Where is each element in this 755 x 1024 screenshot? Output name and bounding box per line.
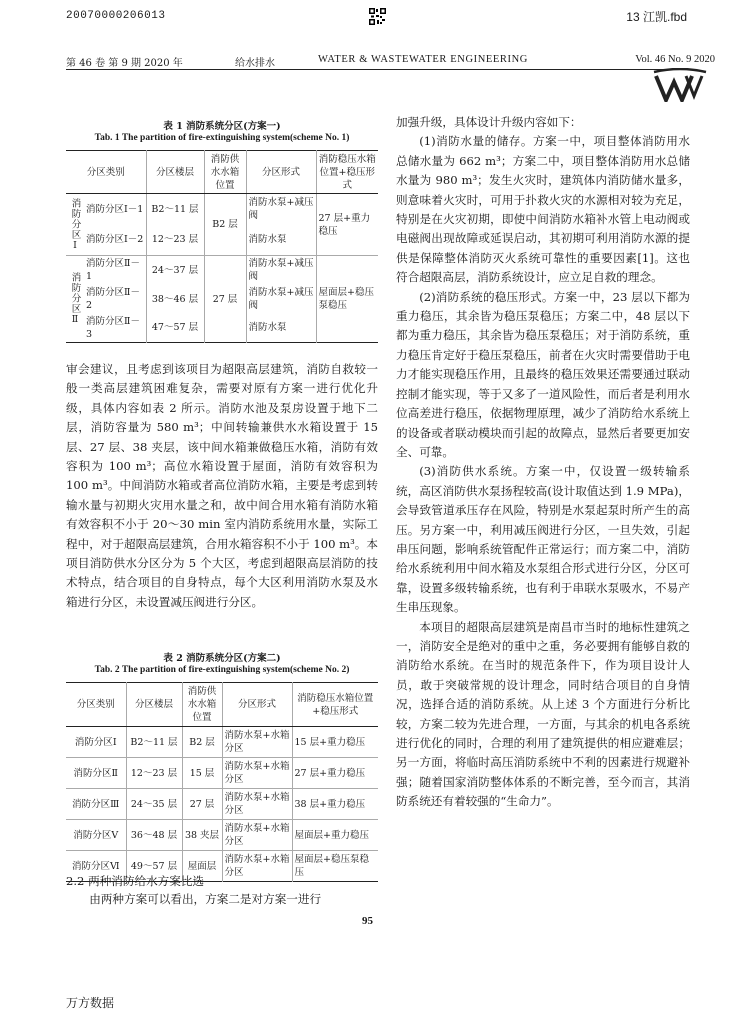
table1	[66, 150, 378, 343]
body-paragraph: 加强升级，具体设计升级内容如下：	[396, 115, 582, 129]
table2-cell: B2 层	[182, 727, 222, 758]
table1-header-stab: 消防稳压水箱位置+稳压形式	[316, 151, 378, 194]
table2-cell: 27 层	[182, 789, 222, 820]
table1-caption-en: Tab. 1 The partition of fire-extinguishing system(scheme No. 1)	[94, 133, 350, 143]
table2-cell: 消防水泵+水箱分区	[222, 758, 292, 789]
table1-cell: 屋面层+稳压泵稳压	[316, 256, 378, 343]
table1-cell: 消防分区Ⅱ－1	[84, 256, 146, 285]
table-row	[66, 758, 378, 789]
table2-cell: 消防水泵+水箱分区	[222, 789, 292, 820]
table2-cell: 消防水泵+水箱分区	[222, 851, 292, 882]
table2-caption-en: Tab. 2 The partition of fire-extinguishing system(scheme No. 2)	[94, 665, 350, 675]
table2-cell: 屋面层+重力稳压	[292, 820, 378, 851]
table2-cell: 15 层	[182, 758, 222, 789]
table-row	[66, 820, 378, 851]
table1-cell: 消防分区Ⅰ－1	[86, 203, 144, 215]
body-paragraph: (2)消防系统的稳压形式。方案一中，23 层以下都为重力稳压，其余皆为稳压泵稳压；方案二中，48 层以下都为重力稳压，其余皆为稳压泵稳压；对于消防系统，重力稳压肯定好于稳压泵稳压，前者在火灾时需要借助于电力才能实现稳压作用，且最终的稳压效果还需要通过联动控制才能实现，等于又多了一道风险性，而后者是利用水位高差进行稳压，依据物理原理，减少了消防给水系统上的设备或者联动模块而引起的故障点，显然后者要更加安全、可靠。	[396, 289, 690, 459]
table2-cell: 36～48 层	[126, 820, 182, 851]
table2-header-form: 分区形式	[222, 683, 292, 727]
table2-cell: 消防分区Ⅵ	[71, 860, 120, 872]
table2-cell: 消防分区Ⅱ	[66, 758, 126, 789]
table2-cell: 消防水泵+水箱分区	[222, 820, 292, 851]
table2-cell: 消防水泵+水箱分区	[222, 727, 292, 758]
table2-header-category: 分区类别	[66, 683, 126, 727]
journal-title-en: WATER & WASTEWATER ENGINEERING	[318, 54, 528, 65]
table1-cell: 消防水泵+减压阀	[246, 256, 316, 285]
table2-cell: 49～57 层	[126, 851, 182, 882]
header-rule	[66, 69, 676, 70]
page-number: 95	[362, 915, 373, 927]
body-paragraph: (1)消防水量的储存。方案一中，项目整体消防用水总储水量为 662 m³；方案二中，项目整体消防用水总储水量为 980 m³；发生火灾时，建筑体内消防储水量多，则意味着火灾时，可用于扑救火灾的水源相对较为充足，特别是在火灾初期，即使中间消防水箱补水管上电动阀或电磁阀出现故障或延误启动，其初期可利用消防水源的提供是保障整体消防灭火系统可靠性的重要因素[1]。这也符合超限高层，消防系统设计，应立足自救的理念。	[396, 134, 690, 285]
table2-cell: 消防分区Ⅰ	[66, 727, 126, 758]
table2-cell: B2～11 层	[126, 727, 182, 758]
table2	[66, 682, 378, 882]
table2-caption-cn: 表 2 消防系统分区(方案二)	[163, 653, 281, 664]
table2-cell: 38 夹层	[182, 820, 222, 851]
table2-cell: 屋面层	[182, 851, 222, 882]
right-column-text	[396, 113, 690, 812]
body-paragraph: 本项目的超限高层建筑是南昌市当时的地标性建筑之一，消防安全是绝对的重中之重，务必要拥有能够自救的消防给水系统。在当时的规范条件下，作为项目设计人员，敢于突破常规的设计理念，同时结合项目的自身情况，选择合适的消防系统。从上述 3 个方面进行分析比较，方案二较为先进合理，一方面，与其余的机电各系统进行优化的同时，合理的利用了建筑提供的相应避难层；另一方面，将临时高压消防系统中不利的因素进行规避补强；随着国家消防整体体系的不断完善，至今而言，其消防系统还有着较强的“生命力”。	[396, 619, 690, 809]
table2-cell: 消防分区Ⅴ	[66, 820, 126, 851]
journal-title-cn: 给水排水	[235, 58, 275, 69]
table1-cell: 消防分区Ⅱ－3	[86, 315, 140, 340]
table1-cell: 27 层+重力稳压	[316, 194, 378, 256]
table2-cell: 屋面层+稳压泵稳压	[292, 851, 378, 882]
table1-cell: 消防水泵	[246, 314, 316, 343]
body-paragraph: 审会建议，且考虑到该项目为超限高层建筑，消防自救较一般一类高层建筑困难复杂，需要对原有方案一进行优化升级，具体内容如表 2 所示。消防水池及泵房设置于地下二层，消防容量为 580 m³；中间转输兼供水水箱设置于 15 层、27 层、38 夹层，该中间水箱兼做稳压水箱，消防有效容积为 100 m³；高位水箱设置于屋面，消防有效容积为 100 m³。中间消防水箱或者高位消防水箱，主要是考虑到转输水量与初期火灾用水量之和，故中间合用水箱有消防水箱有效容积不小于 20～30 min 室内消防系统用水量，实际工程中，对于超限高层建筑，合用水箱容积不小于 100 m³。本项目消防供水分区分为 5 个大区，考虑到超限高层消防的技术特点，结合项目的自身特点，每个大区利用消防水泵及水箱进行分区，未设置减压阀进行分区。	[66, 362, 378, 609]
table1-cell: 12～23 层	[146, 225, 204, 256]
journal-logo-icon	[650, 68, 710, 102]
table2-cell: 消防分区Ⅲ	[66, 789, 126, 820]
table1-caption-cn: 表 1 消防系统分区(方案一)	[163, 121, 281, 132]
table1-header-category: 分区类别	[66, 151, 146, 194]
table2-cell: 15 层+重力稳压	[292, 727, 378, 758]
table-row	[66, 789, 378, 820]
body-paragraph: 由两种方案可以看出，方案二是对方案一进行	[89, 892, 322, 906]
footer-source: 万方数据	[66, 996, 115, 1010]
table1-cell: 消防水泵	[246, 225, 316, 256]
table-row	[66, 727, 378, 758]
table1-cell: 消防水泵+减压阀	[246, 285, 316, 314]
body-paragraph: (3)消防供水系统。方案一中，仅设置一级转输系统，高区消防供水泵扬程较高(设计取值达到 1.9 MPa)，会导致管道承压存在风险，特别是水泵起泵时所产生的高压。另方案一中，利用减压阀进行分区，一旦失效，引起串压问题，影响系统管配件正常运行；而方案二中，消防给水系统利用中间水箱及水泵组合形式进行分区，分区可靠，设置多级转输系统，也有利于串联水泵吸水，不易产生串压现象。	[396, 464, 690, 615]
document-id: 20070000206013	[66, 10, 166, 22]
table1-cell: 47～57 层	[146, 314, 204, 343]
table1-cell: 38～46 层	[146, 285, 204, 314]
table2-header-tank: 消防供水水箱位置	[182, 683, 222, 727]
table2-cell: 24～35 层	[126, 789, 182, 820]
table2-cell: 27 层+重力稳压	[292, 758, 378, 789]
table1-zone2-category: 消防分区Ⅱ	[66, 256, 84, 343]
table2-header-floors: 分区楼层	[126, 683, 182, 727]
table1-header-form: 分区形式	[246, 151, 316, 194]
table2-cell: 38 层+重力稳压	[292, 789, 378, 820]
section-lead	[66, 890, 378, 909]
table1-cell: B2～11 层	[146, 194, 204, 225]
table1-header-tank: 消防供水水箱位置	[204, 151, 246, 194]
qr-code-icon	[369, 8, 386, 25]
table1-cell: 24～37 层	[146, 256, 204, 285]
journal-issue: 第 46 卷 第 9 期 2020 年	[66, 58, 183, 69]
table2-cell: 12～23 层	[126, 758, 182, 789]
journal-volume: Vol. 46 No. 9 2020	[635, 54, 715, 65]
left-column-text	[66, 360, 378, 612]
table1-header-floors: 分区楼层	[146, 151, 204, 194]
table2-header-stab: 消防稳压水箱位置+稳压形式	[292, 683, 378, 727]
table1-cell: 消防分区Ⅰ－2	[86, 234, 144, 246]
table1-cell: 消防分区Ⅱ－2	[86, 287, 140, 311]
table1-zone1-category: 消防分区Ⅰ	[69, 197, 81, 252]
table1-cell: B2 层	[204, 194, 246, 256]
table1-cell: 27 层	[204, 256, 246, 343]
file-name: 13 江凯.fbd	[626, 10, 687, 24]
table1-cell: 消防水泵+减压阀	[246, 194, 316, 225]
section-heading: 2.2 两种消防给水方案比选	[66, 874, 205, 888]
